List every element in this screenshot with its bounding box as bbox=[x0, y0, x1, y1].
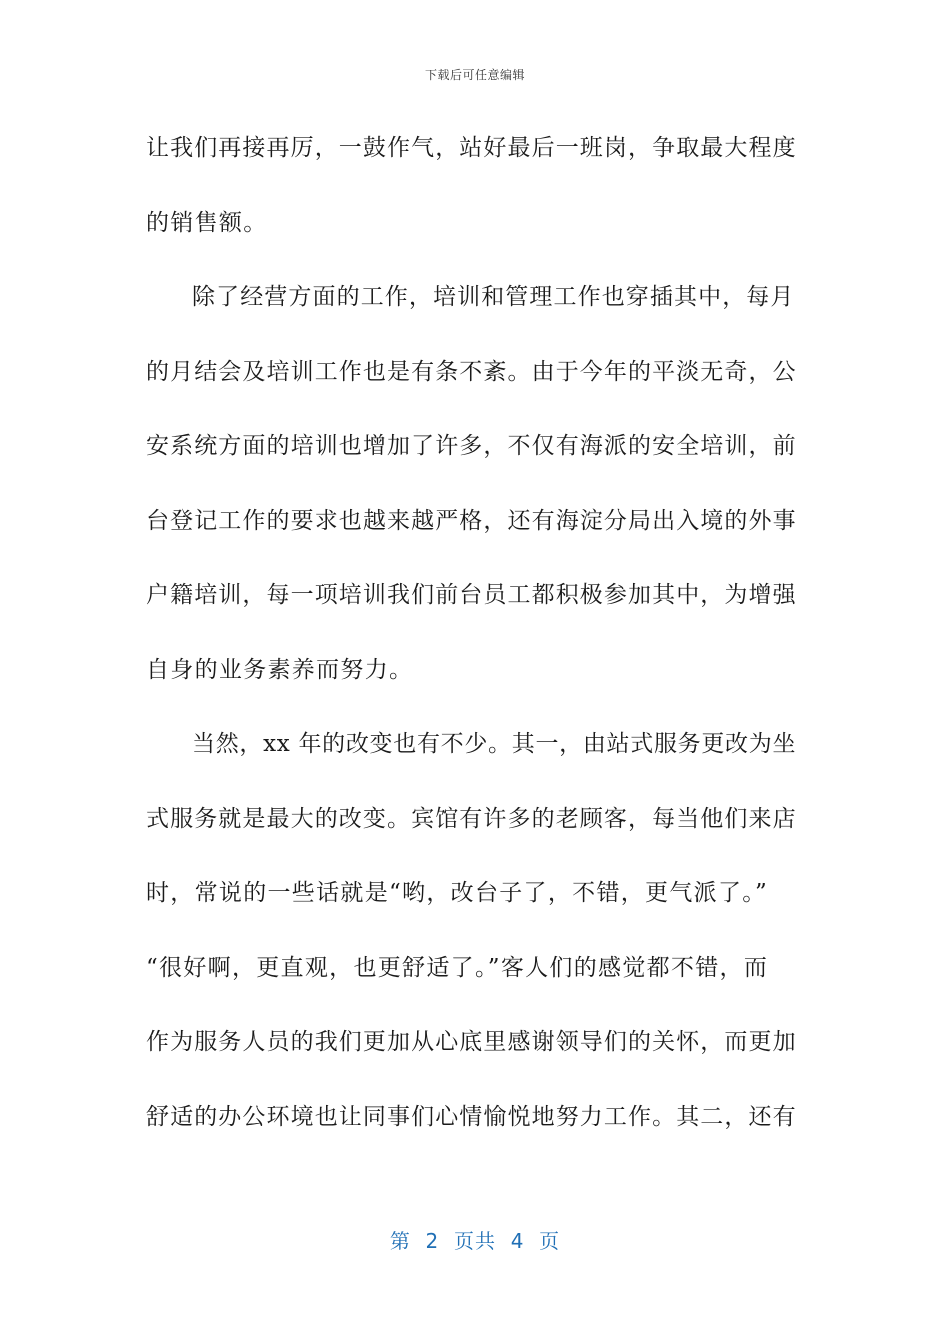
text-line: 安系统方面的培训也增加了许多，不仅有海派的安全培训，前 bbox=[146, 433, 797, 459]
text-line: 的销售额。 bbox=[146, 209, 268, 236]
text-line: 当然，xx 年的改变也有不少。其一，由站式服务更改为坐 bbox=[192, 731, 797, 757]
text-line: 舒适的办公环境也让同事们心情愉悦地努力工作。其二，还有 bbox=[146, 1103, 797, 1130]
text-line: 时，常说的一些话就是“哟，改台子了，不错，更气派了。” bbox=[146, 880, 769, 906]
text-line: “很好啊，更直观，也更舒适了。”客人们的感觉都不错，而 bbox=[146, 954, 769, 981]
text-line: 作为服务人员的我们更加从心底里感谢领导们的关怀，而更加 bbox=[146, 1029, 797, 1055]
text-line: 式服务就是最大的改变。宾馆有许多的老顾客，每当他们来店 bbox=[146, 805, 797, 832]
text-line: 除了经营方面的工作，培训和管理工作也穿插其中，每月 bbox=[192, 284, 795, 310]
text-line: 户籍培训，每一项培训我们前台员工都积极参加其中，为增强 bbox=[146, 582, 797, 608]
text-line: 自身的业务素养而努力。 bbox=[146, 656, 414, 683]
document-body bbox=[146, 111, 798, 1154]
text-line: 的月结会及培训工作也是有条不紊。由于今年的平淡无奇，公 bbox=[146, 358, 797, 385]
header-note: 下载后可任意编辑 bbox=[424, 68, 525, 82]
text-line: 台登记工作的要求也越来越严格，还有海淀分局出入境的外事 bbox=[146, 507, 797, 534]
page-indicator: 第 2 页共 4 页 bbox=[389, 1229, 561, 1253]
text-line: 让我们再接再厉，一鼓作气，站好最后一班岗，争取最大程度 bbox=[146, 135, 797, 161]
